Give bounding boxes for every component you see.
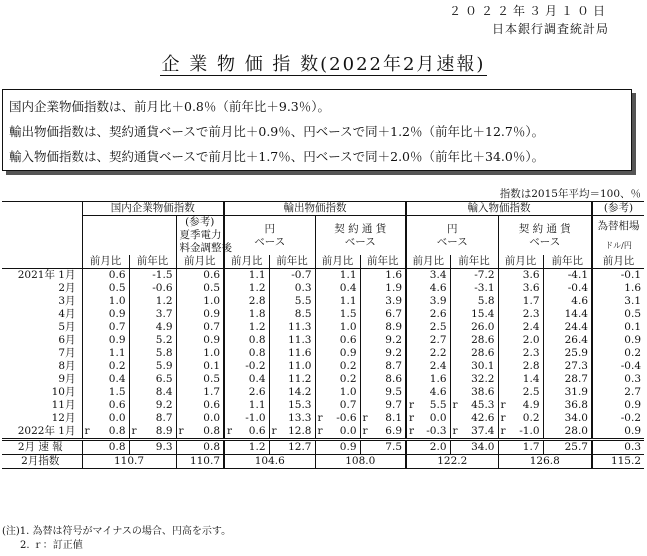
- table-cell: 0.2: [82, 360, 129, 373]
- table-cell: 2.4: [498, 321, 543, 334]
- table-cell: 13.3: [269, 412, 315, 425]
- table-cell: 8.5: [269, 308, 315, 321]
- table-cell: 0.9: [315, 440, 360, 455]
- summary-line: 輸入物価指数は、契約通貨ベースで前月比＋1.7％、円ベースで同＋2.0％（前年比＋34.0％）。: [9, 149, 545, 164]
- table-cell: 0.9: [592, 425, 644, 440]
- table-cell: 1.2: [224, 282, 269, 295]
- table-cell: 7.5: [360, 440, 406, 455]
- note-1: (注)1. 為替は符号がマイナスの場合、円高を示す。: [2, 526, 232, 537]
- table-cell: -0.2: [592, 412, 644, 425]
- table-cell: r 45.3: [450, 399, 498, 412]
- flash-row: [2, 440, 644, 455]
- table-cell: 11.0: [269, 360, 315, 373]
- table-cell: r 0.8: [176, 425, 224, 440]
- row-label: 2月: [58, 282, 76, 294]
- table-cell: 8.6: [360, 373, 406, 386]
- header-export: 輸出物価指数: [224, 202, 406, 216]
- table-cell: 0.6: [176, 399, 224, 412]
- table-cell: -7.2: [450, 269, 498, 283]
- revised-mark: r: [362, 425, 368, 437]
- table-cell: 26.0: [450, 321, 498, 334]
- revised-mark: r: [409, 425, 415, 437]
- table-cell: 34.0: [543, 412, 592, 425]
- table-cell: r 12.8: [269, 425, 315, 440]
- table-row: [2, 295, 644, 308]
- table-cell: 2.0: [406, 440, 450, 455]
- table-cell: 0.4: [224, 373, 269, 386]
- table-row: [2, 269, 644, 283]
- header-import-contract: 契 約 通 貨 ベース: [498, 216, 592, 256]
- table-cell: 0.7: [315, 399, 360, 412]
- table-cell: 0.2: [315, 373, 360, 386]
- header-fx: 為替相場 ドル/円: [592, 216, 644, 256]
- table-cell: 1.0: [315, 321, 360, 334]
- summary-box: [2, 89, 632, 171]
- table-cell: r -0.3: [406, 425, 450, 440]
- footnotes: [2, 525, 231, 553]
- index-cell: 110.7: [176, 455, 224, 469]
- table-cell: 9.7: [360, 399, 406, 412]
- table-cell: 0.8: [224, 347, 269, 360]
- revised-mark: r: [227, 425, 233, 437]
- table-cell: 28.6: [450, 334, 498, 347]
- table-cell: 1.0: [176, 347, 224, 360]
- table-cell: 14.2: [269, 386, 315, 399]
- table-cell: -0.4: [592, 360, 644, 373]
- table-cell: 9.2: [129, 399, 176, 412]
- table-cell: r 0.2: [498, 412, 543, 425]
- table-cell: 0.5: [82, 282, 129, 295]
- table-cell: 5.9: [129, 360, 176, 373]
- table-cell: 0.5: [176, 373, 224, 386]
- table-cell: 8.7: [360, 360, 406, 373]
- revised-mark: r: [409, 399, 415, 411]
- row-label: 9月: [58, 373, 76, 385]
- table-cell: 3.1: [592, 295, 644, 308]
- table-body: [2, 269, 644, 469]
- table-cell: 1.1: [224, 269, 269, 283]
- table-cell: 1.1: [315, 269, 360, 283]
- table-cell: -4.1: [543, 269, 592, 283]
- table-cell: 1.5: [315, 308, 360, 321]
- table-cell: 3.6: [498, 282, 543, 295]
- table-cell: 2.8: [224, 295, 269, 308]
- table-cell: 1.1: [224, 399, 269, 412]
- table-cell: 26.4: [543, 334, 592, 347]
- table-cell: 28.0: [543, 425, 592, 440]
- table-cell: r 8.9: [129, 425, 176, 440]
- table-cell: 0.0: [176, 412, 224, 425]
- row-label: 11月: [51, 399, 76, 411]
- table-row: [2, 321, 644, 334]
- table-cell: 3.9: [406, 295, 450, 308]
- table-cell: r -0.6: [315, 412, 360, 425]
- table-cell: r 6.9: [360, 425, 406, 440]
- table-row: [2, 373, 644, 386]
- table-cell: 1.6: [406, 373, 450, 386]
- table-cell: r 0.8: [82, 425, 129, 440]
- table-cell: 5.2: [129, 334, 176, 347]
- table-cell: r 8.1: [360, 412, 406, 425]
- organization: 日本銀行調査統計局: [491, 22, 609, 36]
- table-cell: 0.4: [82, 373, 129, 386]
- column-header-mom: 前月比: [592, 255, 644, 269]
- table-cell: 1.2: [224, 440, 269, 455]
- revised-mark: r: [178, 425, 184, 437]
- column-header-mom: 前月比: [406, 255, 450, 269]
- table-cell: 3.9: [360, 295, 406, 308]
- revised-mark: r: [84, 425, 90, 437]
- revised-mark: r: [271, 425, 277, 437]
- column-header-yoy: 前年比: [543, 255, 592, 269]
- row-label: 5月: [58, 321, 76, 333]
- table-cell: 8.9: [360, 321, 406, 334]
- index-cell: 126.8: [498, 455, 592, 469]
- table-cell: 0.2: [592, 347, 644, 360]
- summary-line: 国内企業物価指数は、前月比＋0.8％（前年比＋9.3％）。: [9, 99, 331, 114]
- table-cell: 0.1: [176, 360, 224, 373]
- table-cell: 1.7: [498, 295, 543, 308]
- table-cell: r 0.6: [224, 425, 269, 440]
- table-cell: 0.8: [224, 334, 269, 347]
- table-cell: 1.1: [82, 347, 129, 360]
- table-cell: 6.5: [129, 373, 176, 386]
- unit-note: 指数は2015年平均＝100、％: [499, 188, 641, 200]
- table-cell: r -1.0: [498, 425, 543, 440]
- row-label: 2022年 1月: [17, 425, 76, 437]
- table-cell: 1.5: [82, 386, 129, 399]
- table-cell: 0.3: [592, 373, 644, 386]
- table-cell: 3.7: [129, 308, 176, 321]
- column-header-yoy: 前年比: [129, 255, 176, 269]
- table-cell: 9.5: [360, 386, 406, 399]
- column-header-mom: 前月比: [176, 255, 224, 269]
- table-cell: 0.9: [82, 308, 129, 321]
- table-cell: r 0.0: [406, 412, 450, 425]
- price-index-table: [2, 201, 644, 469]
- table-cell: 5.8: [129, 347, 176, 360]
- header-summer-adjusted: (参考) 夏季電力 料金調整後: [176, 216, 224, 256]
- table-cell: 30.1: [450, 360, 498, 373]
- table-cell: 11.3: [269, 321, 315, 334]
- table-cell: 42.6: [450, 412, 498, 425]
- table-row: [2, 347, 644, 360]
- column-header-mom: 前月比: [315, 255, 360, 269]
- table-cell: 11.3: [269, 334, 315, 347]
- table-cell: 0.6: [82, 399, 129, 412]
- header-import-yen: 円 ベース: [406, 216, 498, 256]
- column-header-mom: 前月比: [82, 255, 129, 269]
- table-cell: -1.0: [224, 412, 269, 425]
- table-cell: 4.6: [406, 386, 450, 399]
- subheader-row: [2, 255, 644, 269]
- table-cell: r 5.5: [406, 399, 450, 412]
- table-cell: 4.9: [129, 321, 176, 334]
- row-label: 4月: [58, 308, 76, 320]
- table-cell: r 0.0: [315, 425, 360, 440]
- table-cell: 2.5: [498, 386, 543, 399]
- row-label: 7月: [58, 347, 76, 359]
- note-2: 2. ｒ：訂正値: [20, 540, 83, 551]
- table-cell: 2.5: [406, 321, 450, 334]
- table-cell: 5.5: [269, 295, 315, 308]
- table-cell: 2.6: [406, 308, 450, 321]
- row-label: 12月: [51, 412, 76, 424]
- table-cell: 2.8: [498, 360, 543, 373]
- table-cell: 32.2: [450, 373, 498, 386]
- table-row: [2, 282, 644, 295]
- table-cell: -0.2: [224, 360, 269, 373]
- table-cell: -0.7: [269, 269, 315, 283]
- table-cell: -3.1: [450, 282, 498, 295]
- table-cell: 25.9: [543, 347, 592, 360]
- table-cell: 0.0: [82, 412, 129, 425]
- table-cell: 14.4: [543, 308, 592, 321]
- column-header-mom: 前月比: [498, 255, 543, 269]
- table-cell: -1.5: [129, 269, 176, 283]
- table-cell: 11.6: [269, 347, 315, 360]
- column-header-yoy: 前年比: [269, 255, 315, 269]
- table-cell: 1.8: [224, 308, 269, 321]
- table-cell: 1.2: [129, 295, 176, 308]
- table-cell: r 37.4: [450, 425, 498, 440]
- page-title: 企 業 物 価 指 数(2022年2月速報): [161, 54, 486, 75]
- revised-mark: r: [362, 412, 368, 424]
- table-cell: 15.4: [450, 308, 498, 321]
- table-cell: 9.3: [129, 440, 176, 455]
- table-cell: 11.2: [269, 373, 315, 386]
- revised-mark: r: [500, 399, 506, 411]
- index-row: [2, 455, 644, 469]
- table-row: [2, 360, 644, 373]
- table-row: [2, 425, 644, 440]
- table-cell: 0.4: [315, 282, 360, 295]
- table-cell: 1.2: [224, 321, 269, 334]
- table-cell: 31.9: [543, 386, 592, 399]
- table-cell: 0.7: [176, 321, 224, 334]
- index-cell: 122.2: [406, 455, 498, 469]
- table-cell: 2.6: [224, 386, 269, 399]
- table-cell: 0.6: [82, 269, 129, 283]
- table-cell: 36.8: [543, 399, 592, 412]
- table-cell: 0.6: [315, 334, 360, 347]
- table-cell: 1.0: [176, 295, 224, 308]
- column-header-yoy: 前年比: [450, 255, 498, 269]
- table-cell: 2.0: [498, 334, 543, 347]
- table-cell: 0.5: [176, 282, 224, 295]
- table-cell: 38.6: [450, 386, 498, 399]
- table-cell: 0.5: [592, 308, 644, 321]
- table-cell: 0.9: [592, 399, 644, 412]
- table-cell: 8.4: [129, 386, 176, 399]
- column-header-yoy: 前年比: [360, 255, 406, 269]
- table-cell: 0.8: [176, 440, 224, 455]
- table-cell: 2.3: [498, 308, 543, 321]
- table-cell: 27.3: [543, 360, 592, 373]
- index-cell: 108.0: [315, 455, 406, 469]
- table-cell: 0.9: [315, 347, 360, 360]
- table-cell: 4.6: [543, 295, 592, 308]
- table-cell: 9.2: [360, 347, 406, 360]
- table-cell: 28.7: [543, 373, 592, 386]
- table-cell: 2.2: [406, 347, 450, 360]
- table-cell: 0.6: [176, 269, 224, 283]
- table-cell: 0.9: [176, 308, 224, 321]
- table-cell: 1.1: [315, 295, 360, 308]
- table-cell: 0.9: [592, 334, 644, 347]
- table-cell: -0.1: [592, 269, 644, 283]
- table-cell: 8.7: [129, 412, 176, 425]
- header-export-yen: 円 ベース: [224, 216, 315, 256]
- row-label: 3月: [58, 295, 76, 307]
- table-cell: 9.2: [360, 334, 406, 347]
- table-cell: 4.6: [406, 282, 450, 295]
- table-cell: -0.6: [129, 282, 176, 295]
- table-cell: 1.4: [498, 373, 543, 386]
- index-cell: 115.2: [592, 455, 644, 469]
- row-label: 6月: [58, 334, 76, 346]
- table-cell: 0.3: [269, 282, 315, 295]
- header-ref: (参考): [592, 202, 644, 216]
- table-cell: 28.6: [450, 347, 498, 360]
- release-date: ２０２２年３月１０日: [448, 4, 609, 18]
- row-label: 2月 速 報: [17, 441, 63, 453]
- table-cell: 0.7: [82, 321, 129, 334]
- column-header-mom: 前月比: [224, 255, 269, 269]
- table-cell: r 4.9: [498, 399, 543, 412]
- table-cell: 34.0: [450, 440, 498, 455]
- table-row: [2, 412, 644, 425]
- header-export-contract: 契 約 通 貨 ベース: [315, 216, 406, 256]
- table-cell: 15.3: [269, 399, 315, 412]
- table-cell: -0.4: [543, 282, 592, 295]
- table-cell: 3.4: [406, 269, 450, 283]
- table-cell: 0.9: [176, 334, 224, 347]
- revised-mark: r: [452, 425, 458, 437]
- table-cell: 1.6: [360, 269, 406, 283]
- table-cell: 2.7: [406, 334, 450, 347]
- index-cell: 110.7: [82, 455, 176, 469]
- index-cell: 104.6: [224, 455, 315, 469]
- table-cell: 0.2: [315, 360, 360, 373]
- table-cell: 1.6: [592, 282, 644, 295]
- table-cell: 1.0: [315, 386, 360, 399]
- table-cell: 1.7: [498, 440, 543, 455]
- table-cell: 25.7: [543, 440, 592, 455]
- table-row: [2, 386, 644, 399]
- table-cell: 2.4: [406, 360, 450, 373]
- row-label: 10月: [51, 386, 76, 398]
- header-domestic: 国内企業物価指数: [82, 202, 224, 216]
- row-label: 2021年 1月: [17, 269, 76, 281]
- revised-mark: r: [500, 425, 506, 437]
- row-label: 8月: [58, 360, 76, 372]
- table-row: [2, 334, 644, 347]
- table-cell: 3.6: [498, 269, 543, 283]
- table-cell: 0.9: [82, 334, 129, 347]
- table-cell: 6.7: [360, 308, 406, 321]
- table-cell: 0.1: [592, 321, 644, 334]
- header-import: 輸入物価指数: [406, 202, 592, 216]
- table-row: [2, 399, 644, 412]
- revised-mark: r: [500, 412, 506, 424]
- revised-mark: r: [131, 425, 137, 437]
- revised-mark: r: [317, 412, 323, 424]
- table-cell: 0.8: [82, 440, 129, 455]
- summary-line: 輸出物価指数は、契約通貨ベースで前月比＋0.9％、円ベースで同＋1.2％（前年比＋12.7％）。: [9, 124, 545, 139]
- table-cell: 12.7: [269, 440, 315, 455]
- table-cell: 0.3: [592, 440, 644, 455]
- revised-mark: r: [317, 425, 323, 437]
- table-cell: 1.9: [360, 282, 406, 295]
- table-cell: 24.4: [543, 321, 592, 334]
- table-cell: 1.7: [176, 386, 224, 399]
- table-cell: 1.0: [82, 295, 129, 308]
- table-cell: 2.3: [498, 347, 543, 360]
- table-row: [2, 308, 644, 321]
- revised-mark: r: [409, 412, 415, 424]
- table-cell: 5.8: [450, 295, 498, 308]
- revised-mark: r: [452, 399, 458, 411]
- table-cell: 2.7: [592, 386, 644, 399]
- index-cell: 2月指数: [21, 455, 60, 467]
